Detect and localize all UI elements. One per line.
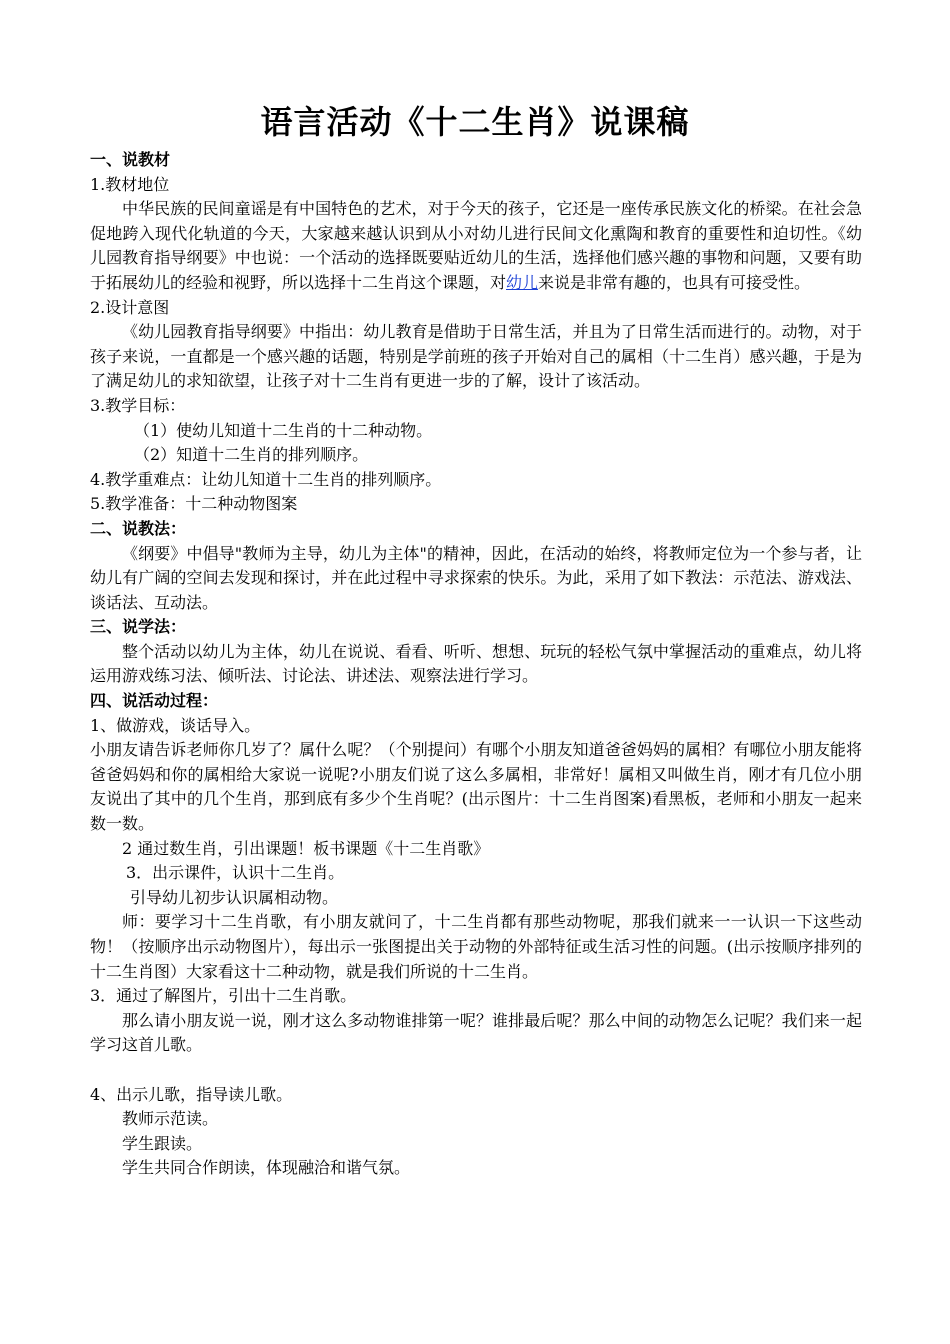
- paragraph-step-1: 小朋友请告诉老师你几岁了？属什么呢？（个别提问）有哪个小朋友知道爸爸妈妈的属相？有哪位小朋友能将爸爸妈妈和你的属相给大家说一说呢?小朋友们说了这么多属相，非常好！属相又叫做生肖，刚才有几位小朋友说出了其中的几个生肖，那到底有多少个生肖呢？(出示图片：十二生肖图案)看黑板，老师和小朋友一起来数一数。: [90, 740, 862, 834]
- goal-item-1: （1）使幼儿知道十二生肖的十二种动物。: [134, 420, 433, 440]
- paragraph-text: 来说是非常有趣的，也具有可接受性。: [538, 272, 811, 292]
- step-4: 4、出示儿歌，指导读儿歌。: [90, 1084, 293, 1104]
- youer-link[interactable]: 幼儿: [506, 272, 539, 292]
- document-body: [90, 148, 862, 1181]
- subheading-teaching-goals: 3.教学目标：: [90, 395, 186, 415]
- paragraph-teacher: 师：要学习十二生肖歌，有小朋友就问了，十二生肖都有那些动物呢，那我们就来一一认识一下这些动物！（按顺序出示动物图片），每出示一张图提出关于动物的外部特征或生活习性的问题。(出示按顺序排列的十二生肖图）大家看这十二种动物，就是我们所说的十二生肖。: [90, 912, 862, 981]
- goal-item-2: （2）知道十二生肖的排列顺序。: [134, 445, 369, 465]
- step-4-item-c: 学生共同合作朗读，体现融洽和谐气氛。: [122, 1158, 411, 1178]
- paragraph-learning-method: 整个活动以幼儿为主体，幼儿在说说、看看、听听、想想、玩玩的轻松气氛中掌握活动的重难点，幼儿将运用游戏练习法、倾听法、讨论法、讲述法、观察法进行学习。: [90, 641, 862, 686]
- step-4-item-b: 学生跟读。: [122, 1133, 203, 1153]
- paragraph-design-intent: 《幼儿园教育指导纲要》中指出：幼儿教育是借助于日常生活，并且为了日常生活而进行的。动物，对于孩子来说，一直都是一个感兴趣的话题，特别是学前班的孩子开始对自己的属相（十二生肖）感兴趣，于是为了满足幼儿的求知欲望，让孩子对十二生肖有更进一步的了解，设计了该活动。: [90, 322, 862, 391]
- step-3b: 3．通过了解图片，引出十二生肖歌。: [90, 986, 357, 1006]
- section-heading-activity-process: 四、说活动过程：: [90, 691, 219, 711]
- blank-line: [90, 1058, 862, 1083]
- document-title: 语言活动《十二生肖》说课稿: [260, 103, 690, 141]
- subheading-design-intent: 2.设计意图: [90, 297, 170, 317]
- section-heading-teaching-method: 二、说教法：: [90, 518, 187, 538]
- step-1: 1、做游戏，谈话导入。: [90, 715, 261, 735]
- step-3-sub: 引导幼儿初步认识属相动物。: [130, 887, 339, 907]
- paragraph-step-3b: 那么请小朋友说一说，刚才这么多动物谁排第一呢？谁排最后呢？那么中间的动物怎么记呢？我们来一起学习这首儿歌。: [90, 1010, 862, 1055]
- paragraph-teaching-method: 《纲要》中倡导"教师为主导，幼儿为主体"的精神，因此，在活动的始终，将教师定位为一个参与者，让幼儿有广阔的空间去发现和探讨，并在此过程中寻求探索的快乐。为此，采用了如下教法：示范法、游戏法、谈话法、互动法。: [90, 543, 862, 612]
- step-3: 3．出示课件，认识十二生肖。: [126, 863, 345, 883]
- subheading-textbook-position: 1.教材地位: [90, 174, 170, 194]
- subheading-key-points: 4.教学重难点：让幼儿知道十二生肖的排列顺序。: [90, 469, 442, 489]
- section-heading-textbook: 一、说教材: [90, 150, 171, 169]
- step-2: 2 通过数生肖，引出课题！板书课题《十二生肖歌》: [122, 838, 490, 858]
- step-4-item-a: 教师示范读。: [122, 1109, 219, 1129]
- paragraph-textbook-position: [90, 197, 862, 295]
- paragraph-text: 中华民族的民间童谣是有中国特色的艺术，对于今天的孩子，它还是一座传承民族文化的桥梁。在社会急促地跨入现代化轨道的今天，大家越来越认识到从小对幼儿进行民间文化熏陶和教育的重要性和迫切性。《幼儿园教育指导纲要》中也说：一个活动的选择既要贴近幼儿的生活，选择他们感兴趣的事物和问题，又要有助于拓展幼儿的经验和视野，所以选择十二生肖这个课题，对: [90, 199, 862, 292]
- subheading-preparation: 5.教学准备：十二种动物图案: [90, 494, 298, 514]
- section-heading-learning-method: 三、说学法：: [90, 617, 187, 637]
